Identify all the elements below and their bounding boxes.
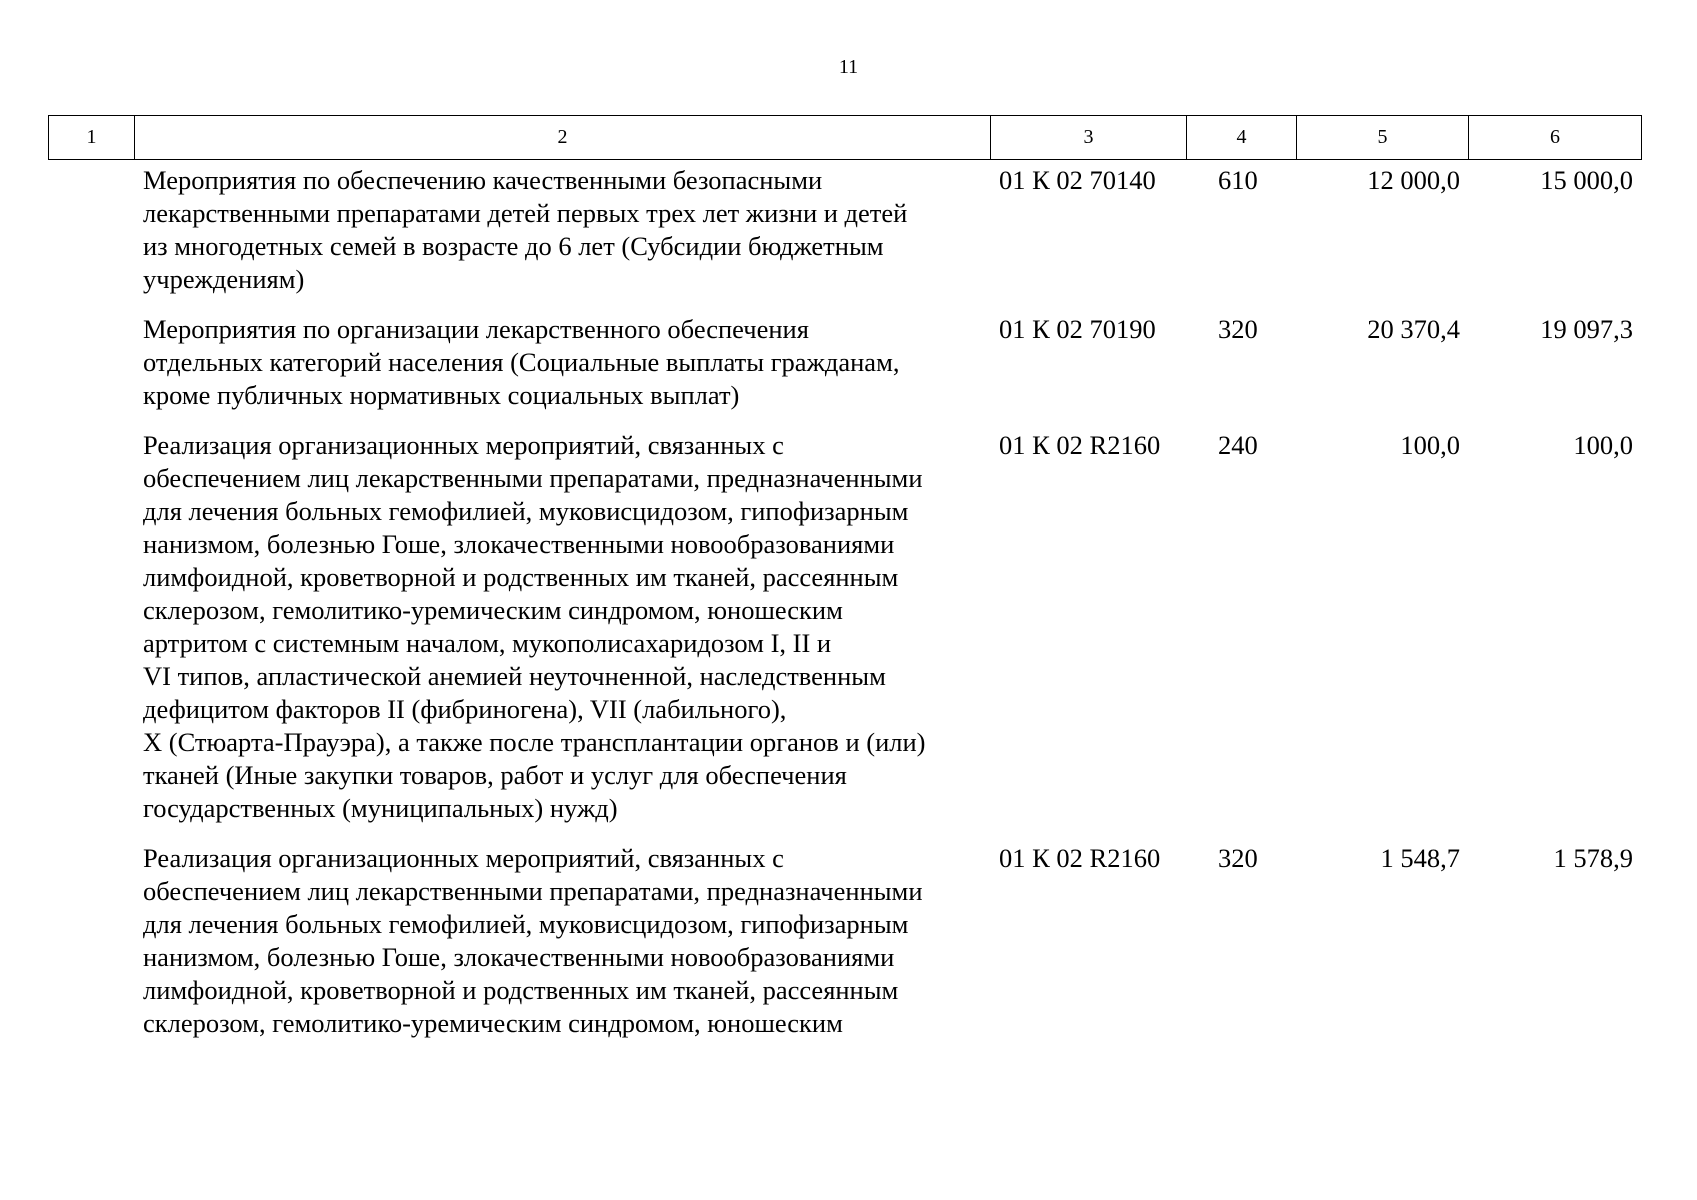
row-name-line: для лечения больных гемофилией, муковисцидозом, гипофизарным bbox=[143, 496, 909, 526]
row-name-line: государственных (муниципальных) нужд) bbox=[143, 793, 618, 823]
row-type-cell: 320 bbox=[1218, 314, 1258, 344]
row-name-cell bbox=[134, 164, 990, 296]
row-code-cell: 01 К 02 70140 bbox=[999, 165, 1156, 195]
row-name-cell bbox=[134, 313, 990, 412]
row-name-line: тканей (Иные закупки товаров, работ и услуг для обеспечения bbox=[143, 760, 847, 790]
row-name-line: отдельных категорий населения (Социальные выплаты гражданам, bbox=[143, 347, 900, 377]
row-name-cell bbox=[134, 429, 990, 825]
row-name-line: склерозом, гемолитико-уремическим синдромом, юношеским bbox=[143, 595, 843, 625]
row-code-cell: 01 К 02 R2160 bbox=[999, 430, 1161, 460]
row-sum2-cell: 100,0 bbox=[1573, 430, 1633, 460]
row-name-line: нанизмом, болезнью Гоше, злокачественными новообразованиями bbox=[143, 942, 895, 972]
row-name-line: артритом с системным началом, мукополисахаридозом I, II и bbox=[143, 628, 832, 658]
row-number-cell bbox=[48, 164, 134, 296]
row-type-cell: 240 bbox=[1218, 430, 1258, 460]
row-name-line: лекарственными препаратами детей первых трех лет жизни и детей bbox=[143, 198, 908, 228]
table-body bbox=[48, 164, 1641, 1057]
row-name-line: обеспечением лиц лекарственными препаратами, предназначенными bbox=[143, 876, 923, 906]
page-number: 11 bbox=[838, 56, 859, 78]
column-number-header bbox=[48, 115, 1642, 160]
row-type-cell: 610 bbox=[1218, 165, 1258, 195]
table-row bbox=[48, 842, 1641, 1040]
row-name-line: лимфоидной, кроветворной и родственных им тканей, рассеянным bbox=[143, 562, 899, 592]
row-name-line: нанизмом, болезнью Гоше, злокачественными новообразованиями bbox=[143, 529, 895, 559]
header-cell-3: 3 bbox=[991, 116, 1187, 160]
row-code-cell: 01 К 02 R2160 bbox=[999, 843, 1161, 873]
row-sum1-cell: 100,0 bbox=[1400, 430, 1460, 460]
row-name-line: X (Стюарта-Прауэра), а также после трансплантации органов и (или) bbox=[143, 727, 926, 757]
row-sum1-cell: 12 000,0 bbox=[1367, 165, 1460, 195]
row-name-line: Реализация организационных мероприятий, связанных с bbox=[143, 843, 784, 873]
row-name-line: учреждениям) bbox=[143, 264, 305, 294]
header-cell-6: 6 bbox=[1469, 116, 1642, 160]
header-cell-1: 1 bbox=[49, 116, 135, 160]
header-cell-5: 5 bbox=[1297, 116, 1469, 160]
row-name-line: дефицитом факторов II (фибриногена), VII (лабильного), bbox=[143, 694, 787, 724]
row-name-line: Мероприятия по обеспечению качественными безопасными bbox=[143, 165, 823, 195]
row-sum2-cell: 15 000,0 bbox=[1540, 165, 1633, 195]
row-number-cell bbox=[48, 842, 134, 1040]
row-name-cell bbox=[134, 842, 990, 1040]
row-name-line: Реализация организационных мероприятий, связанных с bbox=[143, 430, 784, 460]
table-row bbox=[48, 429, 1641, 825]
table-row bbox=[48, 164, 1641, 296]
row-name-line: Мероприятия по организации лекарственного обеспечения bbox=[143, 314, 809, 344]
header-cell-2: 2 bbox=[135, 116, 991, 160]
table-row bbox=[48, 313, 1641, 412]
row-sum2-cell: 19 097,3 bbox=[1540, 314, 1633, 344]
row-number-cell bbox=[48, 313, 134, 412]
row-sum2-cell: 1 578,9 bbox=[1553, 843, 1633, 873]
row-name-line: из многодетных семей в возрасте до 6 лет (Субсидии бюджетным bbox=[143, 231, 884, 261]
row-code-cell: 01 К 02 70190 bbox=[999, 314, 1156, 344]
header-row bbox=[49, 116, 1642, 160]
row-number-cell bbox=[48, 429, 134, 825]
row-sum1-cell: 1 548,7 bbox=[1380, 843, 1460, 873]
row-name-line: склерозом, гемолитико-уремическим синдромом, юношеским bbox=[143, 1008, 843, 1038]
row-name-line: обеспечением лиц лекарственными препаратами, предназначенными bbox=[143, 463, 923, 493]
row-type-cell: 320 bbox=[1218, 843, 1258, 873]
row-sum1-cell: 20 370,4 bbox=[1367, 314, 1460, 344]
row-name-line: кроме публичных нормативных социальных выплат) bbox=[143, 380, 740, 410]
row-name-line: лимфоидной, кроветворной и родственных им тканей, рассеянным bbox=[143, 975, 899, 1005]
row-name-line: для лечения больных гемофилией, муковисцидозом, гипофизарным bbox=[143, 909, 909, 939]
row-name-line: VI типов, апластической анемией неуточненной, наследственным bbox=[143, 661, 886, 691]
header-cell-4: 4 bbox=[1187, 116, 1297, 160]
